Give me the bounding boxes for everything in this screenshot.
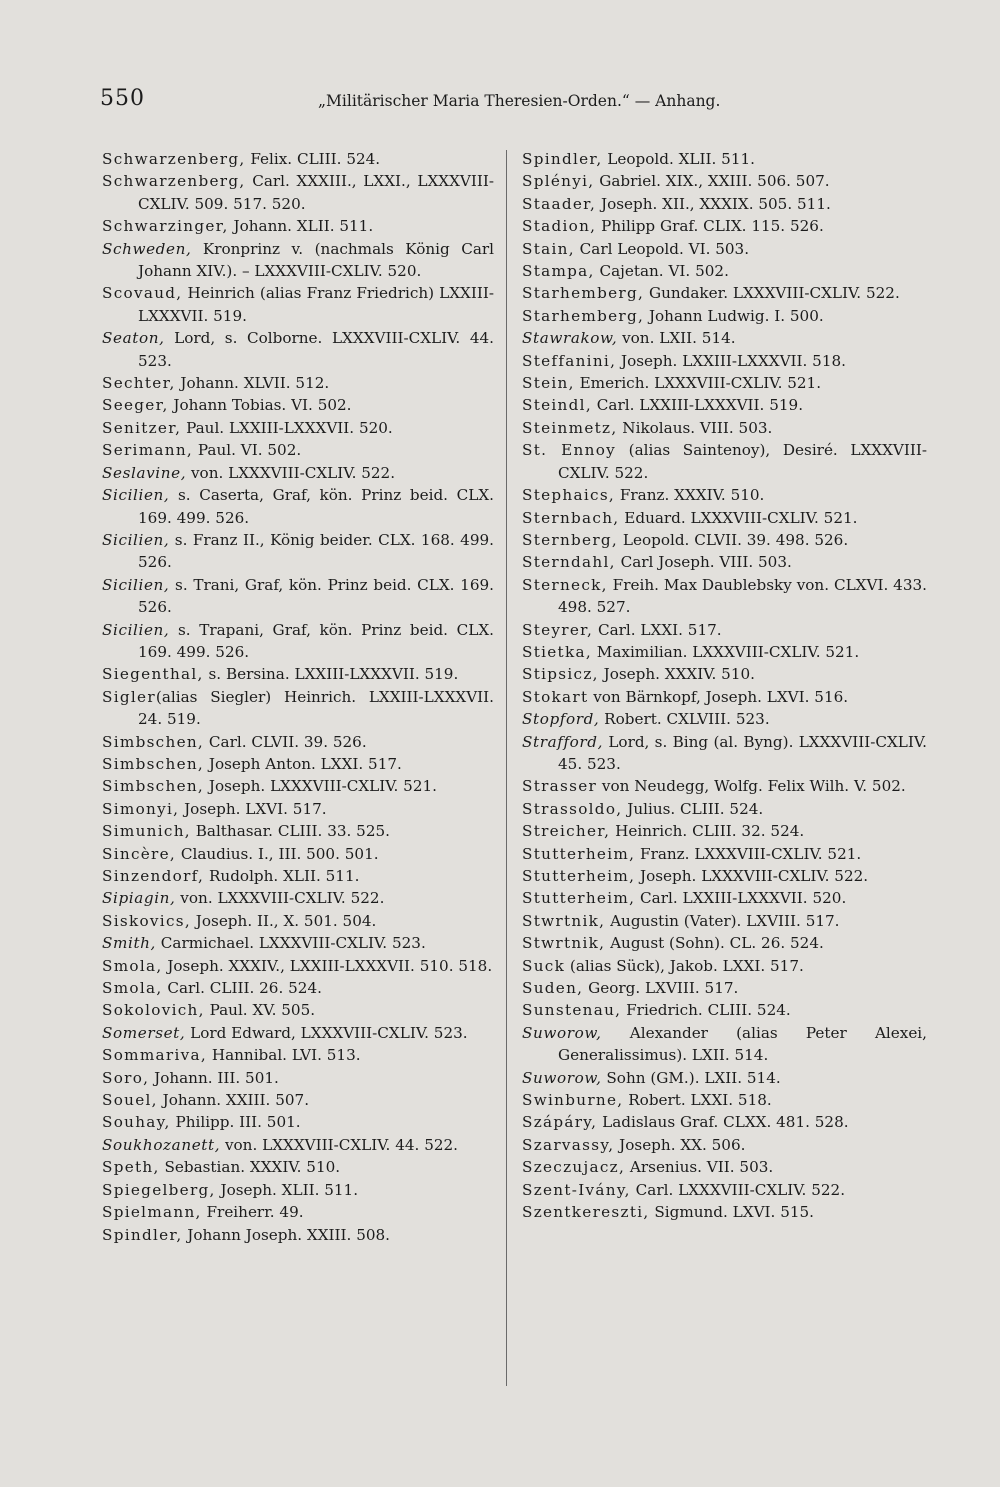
entry-references: Paul. LXXIII-LXXXVII. 520. — [181, 418, 393, 437]
entry-references: Johann. XLII. 511. — [228, 217, 374, 236]
index-entry — [522, 663, 927, 685]
entry-name: Seeger, — [102, 396, 169, 415]
index-entry — [102, 753, 494, 775]
entry-name: Somerset, — [102, 1023, 186, 1042]
entry-name: Simunich, — [102, 822, 191, 841]
entry-name: Simbschen, — [102, 777, 205, 796]
index-entry — [102, 843, 494, 865]
entry-references: Gundaker. LXXXVIII-CXLIV. 522. — [644, 284, 900, 303]
index-entry — [522, 350, 927, 372]
entry-name: Staader, — [522, 194, 597, 213]
entry-references: Gabriel. XIX., XXIII. 506. 507. — [594, 172, 830, 191]
entry-name: Streicher, — [522, 822, 611, 841]
entry-references: Carl. CLIII. 26. 524. — [162, 979, 322, 998]
entry-references: Claudius. I., III. 500. 501. — [176, 844, 379, 863]
entry-name: Siegenthal, — [102, 665, 204, 684]
index-entry — [102, 282, 494, 327]
index-entry — [522, 170, 927, 192]
entry-references: Joseph. LXXXVIII-CXLIV. 521. — [204, 777, 437, 796]
entry-references: Paul. XV. 505. — [204, 1001, 316, 1020]
index-entry — [102, 775, 494, 797]
entry-references: Freih. Max Daublebsky von. CLXVI. 433. 498. 527. — [558, 575, 927, 617]
entry-references: Freiherr. 49. — [201, 1203, 304, 1222]
entry-references: Sohn (GM.). LXII. 514. — [601, 1068, 781, 1087]
index-entry — [522, 507, 927, 529]
index-entry — [102, 1134, 494, 1156]
entry-name: Sicilien, — [102, 530, 170, 549]
entry-references: Joseph. XX. 506. — [614, 1135, 746, 1154]
index-entry — [522, 148, 927, 170]
entry-references: Cajetan. VI. 502. — [594, 262, 729, 281]
entry-name: Suworow, — [522, 1023, 602, 1042]
index-entry — [522, 1111, 927, 1133]
entry-references: Friedrich. CLIII. 524. — [621, 1001, 791, 1020]
entry-references: von. LXII. 514. — [617, 329, 736, 348]
entry-name: Sechter, — [102, 374, 176, 393]
entry-name: Strasser — [522, 777, 598, 796]
entry-name: Schwarzinger, — [102, 217, 229, 236]
entry-name: Smola, — [102, 979, 163, 998]
index-entry — [102, 1067, 494, 1089]
entry-name: Stopford, — [522, 710, 600, 729]
entry-references: (alias Sück), Jakob. LXXI. 517. — [565, 956, 804, 975]
index-entry — [522, 260, 927, 282]
entry-name: Seslavine, — [102, 463, 187, 482]
index-entry — [102, 1156, 494, 1178]
entry-name: Steffanini, — [522, 351, 617, 370]
index-entry — [102, 327, 494, 372]
entry-name: Suck — [522, 956, 566, 975]
entry-references: Franz. LXXXVIII-CXLIV. 521. — [635, 844, 862, 863]
index-entry — [102, 462, 494, 484]
entry-name: Sincère, — [102, 844, 177, 863]
index-entry — [102, 1201, 494, 1223]
index-entry — [522, 865, 927, 887]
index-entry — [102, 215, 494, 237]
index-entry — [102, 1224, 494, 1246]
index-entry — [102, 663, 494, 685]
index-entry — [522, 484, 927, 506]
entry-name: Smith, — [102, 934, 156, 953]
index-entry — [102, 417, 494, 439]
index-entry — [522, 439, 927, 484]
entry-name: Simonyi, — [102, 799, 180, 818]
entry-references: Joseph. XXXIV. 510. — [598, 665, 755, 684]
entry-references: Carl. XXXIII., LXXI., LXXXVIII-CXLIV. 509. 517. 520. — [138, 172, 494, 213]
entry-name: Sternbach, — [522, 508, 620, 527]
entry-name: Sternberg, — [522, 530, 619, 549]
index-entry — [522, 820, 927, 842]
entry-name: Stutterheim, — [522, 844, 636, 863]
entry-references: Heinrich (alias Franz Friedrich) LXXIII-LXXXVII. 519. — [138, 284, 494, 325]
entry-name: Sigler — [102, 687, 156, 706]
entry-references: (alias Siegler) Heinrich. LXXIII-LXXXVII. 24. 519. — [138, 687, 494, 729]
entry-references: Leopold. XLII. 511. — [602, 150, 755, 168]
entry-name: Souel, — [102, 1091, 158, 1110]
entry-references: Johann Ludwig. I. 500. — [644, 306, 824, 325]
entry-references: Robert. LXXI. 518. — [623, 1091, 772, 1110]
index-entry — [102, 394, 494, 416]
index-entry — [522, 1179, 927, 1201]
entry-name: Steindl, — [522, 396, 592, 415]
entry-name: Szent-Ivány, — [522, 1180, 631, 1199]
entry-name: Szeczujacz, — [522, 1158, 626, 1177]
index-entry — [522, 887, 927, 909]
index-entry — [522, 1067, 927, 1089]
entry-references: Felix. CLIII. 524. — [245, 150, 381, 168]
entry-references: Joseph Anton. LXXI. 517. — [204, 754, 402, 773]
entry-references: Sigmund. LXVI. 515. — [649, 1203, 815, 1222]
entry-references: Joseph. LXXXVIII-CXLIV. 522. — [635, 867, 869, 885]
entry-references: Carl. LXXI. 517. — [593, 620, 722, 639]
entry-name: Splényi, — [522, 172, 595, 191]
index-entry — [522, 215, 927, 237]
index-entry — [522, 193, 927, 215]
entry-name: Suworow, — [522, 1068, 602, 1087]
entry-references: Augustin (Vater). LXVIII. 517. — [605, 911, 840, 930]
index-entry — [102, 1044, 494, 1066]
entry-name: Sunstenau, — [522, 1001, 622, 1020]
entry-references: Sebastian. XXXIV. 510. — [159, 1158, 341, 1177]
entry-references: s. Trapani, Graf, kön. Prinz beid. CLX. 169. 499. 526. — [138, 620, 494, 661]
entry-references: Kronprinz v. (nachmals König Carl Johann XIV.). – LXXXVIII-CXLIV. 520. — [138, 239, 494, 281]
entry-name: Sicilien, — [102, 486, 170, 505]
index-entry — [522, 910, 927, 932]
entry-references: Joseph. XII., XXXIX. 505. 511. — [596, 194, 831, 213]
entry-name: Sicilien, — [102, 575, 170, 594]
index-entry — [522, 551, 927, 573]
entry-name: Stutterheim, — [522, 867, 636, 885]
entry-name: Starhemberg, — [522, 306, 645, 325]
index-entry — [102, 955, 494, 977]
entry-references: Johann Tobias. VI. 502. — [168, 396, 352, 415]
index-entry — [102, 798, 494, 820]
entry-references: Johann. III. 501. — [149, 1068, 279, 1087]
index-entry — [102, 865, 494, 887]
index-entry — [522, 708, 927, 730]
entry-name: Schwarzenberg, — [102, 150, 246, 168]
index-entry — [522, 282, 927, 304]
entry-name: Scovaud, — [102, 284, 183, 303]
entry-name: Szentkereszti, — [522, 1203, 650, 1222]
entry-references: Johann. XLVII. 512. — [175, 374, 330, 393]
index-entry — [522, 686, 927, 708]
entry-name: Soro, — [102, 1068, 150, 1087]
entry-name: Spielmann, — [102, 1203, 202, 1222]
entry-references: s. Trani, Graf, kön. Prinz beid. CLX. 169. 526. — [138, 575, 494, 617]
entry-references: Robert. CXLVIII. 523. — [599, 710, 770, 729]
index-entry — [522, 1089, 927, 1111]
entry-references: Arsenius. VII. 503. — [625, 1158, 774, 1177]
entry-references: Rudolph. XLII. 511. — [204, 867, 360, 885]
index-entry — [522, 238, 927, 260]
entry-references: Julius. CLIII. 524. — [622, 799, 764, 818]
index-entry — [102, 820, 494, 842]
entry-name: Sommariva, — [102, 1046, 207, 1065]
entry-references: Lord Edward, LXXXVIII-CXLIV. 523. — [185, 1023, 468, 1042]
entry-name: Stietka, — [522, 642, 592, 661]
index-entry — [102, 686, 494, 731]
index-entry — [102, 529, 494, 574]
index-entry — [522, 798, 927, 820]
index-entry — [522, 1134, 927, 1156]
entry-name: Soukhozanett, — [102, 1135, 221, 1154]
entry-references: (alias Saintenoy), Desiré. LXXXVIII-CXLIV. 522. — [558, 441, 927, 482]
entry-references: von. LXXXVIII-CXLIV. 522. — [186, 463, 396, 482]
entry-name: Simbschen, — [102, 732, 205, 751]
entry-references: Leopold. CLVII. 39. 498. 526. — [618, 530, 849, 549]
entry-references: Joseph. LXVI. 517. — [179, 799, 327, 818]
index-entry — [102, 932, 494, 954]
entry-references: Carl. LXXXVIII-CXLIV. 522. — [630, 1180, 846, 1199]
entry-name: Stutterheim, — [522, 889, 636, 908]
index-entry — [522, 932, 927, 954]
index-entry — [522, 641, 927, 663]
entry-references: Emerich. LXXXVIII-CXLIV. 521. — [574, 374, 822, 393]
entry-name: Suden, — [522, 979, 584, 998]
entry-references: s. Franz II., König beider. CLX. 168. 499. 526. — [138, 530, 494, 572]
entry-name: Senitzer, — [102, 418, 182, 437]
entry-name: Stein, — [522, 374, 575, 393]
entry-name: Stain, — [522, 239, 575, 258]
column-divider — [506, 150, 507, 1386]
index-entry — [522, 775, 927, 797]
entry-name: Sinzendorf, — [102, 867, 205, 885]
index-entry — [522, 843, 927, 865]
entry-name: Sokolovich, — [102, 1001, 205, 1020]
entry-references: von Bärnkopf, Joseph. LXVI. 516. — [588, 687, 849, 706]
entry-references: Carl. LXXIII-LXXXVII. 519. — [591, 396, 804, 415]
index-entry — [522, 1201, 927, 1223]
entry-references: Eduard. LXXXVIII-CXLIV. 521. — [619, 508, 858, 527]
index-entry — [102, 999, 494, 1021]
entry-name: Schwarzenberg, — [102, 172, 246, 191]
index-entry — [522, 394, 927, 416]
entry-name: Serimann, — [102, 441, 194, 460]
entry-name: Stokart — [522, 687, 589, 706]
entry-name: Simbschen, — [102, 754, 205, 773]
entry-references: Franz. XXXIV. 510. — [615, 486, 765, 505]
entry-name: Sipiagin, — [102, 889, 176, 908]
entry-name: Spindler, — [102, 1225, 183, 1244]
entry-name: Sicilien, — [102, 620, 170, 639]
index-entry — [522, 372, 927, 394]
entry-references: Heinrich. CLIII. 32. 524. — [610, 822, 805, 841]
index-entry — [522, 1156, 927, 1178]
index-entry — [102, 1179, 494, 1201]
index-entry — [522, 417, 927, 439]
entry-references: August (Sohn). CL. 26. 524. — [605, 934, 824, 953]
entry-references: Carl. LXXIII-LXXXVII. 520. — [635, 889, 847, 908]
entry-name: Szarvassy, — [522, 1135, 615, 1154]
entry-name: Stwrtnik, — [522, 911, 606, 930]
entry-references: Carmichael. LXXXVIII-CXLIV. 523. — [155, 934, 426, 953]
entry-name: Speth, — [102, 1158, 160, 1177]
entry-name: Spiegelberg, — [102, 1180, 216, 1199]
entry-references: Balthasar. CLIII. 33. 525. — [190, 822, 390, 841]
entry-references: Hannibal. LVI. 513. — [207, 1046, 361, 1065]
entry-references: s. Bersina. LXXIII-LXXXVII. 519. — [203, 665, 459, 684]
index-entry — [102, 170, 494, 215]
entry-references: Johann. XXIII. 507. — [157, 1091, 310, 1110]
index-entry — [522, 529, 927, 551]
entry-references: Paul. VI. 502. — [193, 441, 302, 460]
entry-references: von. LXXXVIII-CXLIV. 44. 522. — [220, 1135, 459, 1154]
index-entry — [522, 955, 927, 977]
entry-references: Carl Joseph. VIII. 503. — [615, 553, 792, 572]
entry-name: Stwrtnik, — [522, 934, 606, 953]
index-entry — [102, 372, 494, 394]
entry-references: Carl. CLVII. 39. 526. — [204, 732, 367, 751]
index-entry — [102, 619, 494, 664]
entry-references: Lord, s. Colborne. LXXXVIII-CXLIV. 44. 523. — [138, 329, 494, 370]
entry-references: Carl Leopold. VI. 503. — [574, 239, 750, 258]
index-column-right — [522, 148, 927, 1224]
entry-name: Starhemberg, — [522, 284, 645, 303]
index-entry — [102, 1089, 494, 1111]
index-entry — [522, 305, 927, 327]
entry-name: Stipsicz, — [522, 665, 599, 684]
entry-name: Schweden, — [102, 239, 192, 258]
entry-name: St. Ennoy — [522, 441, 617, 460]
entry-references: Joseph. XLII. 511. — [215, 1180, 359, 1199]
index-entry — [102, 439, 494, 461]
entry-name: Stadion, — [522, 217, 597, 236]
entry-references: s. Caserta, Graf, kön. Prinz beid. CLX. 169. 499. 526. — [138, 486, 494, 527]
entry-name: Spindler, — [522, 150, 603, 168]
entry-references: Joseph. II., X. 501. 504. — [190, 911, 377, 930]
index-entry — [102, 910, 494, 932]
entry-references: Philipp. III. 501. — [170, 1113, 301, 1132]
entry-name: Stephaics, — [522, 486, 616, 505]
index-column-left — [102, 148, 494, 1246]
index-entry — [102, 977, 494, 999]
index-entry — [522, 977, 927, 999]
entry-name: Smola, — [102, 956, 163, 975]
index-entry — [102, 238, 494, 283]
entry-references: Ladislaus Graf. CLXX. 481. 528. — [597, 1113, 849, 1132]
entry-references: Nikolaus. VIII. 503. — [617, 418, 773, 437]
entry-references: Joseph. XXXIV., LXXIII-LXXXVII. 510. 518. — [162, 956, 493, 975]
entry-references: von Neudegg, Wolfg. Felix Wilh. V. 502. — [597, 777, 906, 796]
entry-name: Siskovics, — [102, 911, 191, 930]
entry-name: Swinburne, — [522, 1091, 624, 1110]
entry-references: Maximilian. LXXXVIII-CXLIV. 521. — [591, 642, 860, 661]
index-entry — [522, 574, 927, 619]
index-entry — [102, 574, 494, 619]
index-entry — [522, 1022, 927, 1067]
page-number: 550 — [100, 86, 145, 111]
index-entry — [522, 619, 927, 641]
index-entry — [102, 1111, 494, 1133]
index-entry — [102, 731, 494, 753]
index-entry — [522, 731, 927, 776]
entry-name: Strafford, — [522, 732, 604, 751]
index-entry — [102, 1022, 494, 1044]
index-entry — [522, 999, 927, 1021]
entry-name: Steyrer, — [522, 620, 594, 639]
index-entry — [522, 327, 927, 349]
entry-name: Szápáry, — [522, 1113, 598, 1132]
entry-references: Alexander (alias Peter Alexei, Generalissimus). LXII. 514. — [558, 1023, 927, 1065]
entry-name: Sterndahl, — [522, 553, 616, 572]
entry-name: Steinmetz, — [522, 418, 618, 437]
entry-name: Sterneck, — [522, 575, 608, 594]
entry-references: Lord, s. Bing (al. Byng). LXXXVIII-CXLIV. 45. 523. — [558, 732, 927, 773]
entry-references: Joseph. LXXIII-LXXXVII. 518. — [616, 351, 847, 370]
entry-references: Georg. LXVIII. 517. — [583, 979, 739, 998]
entry-name: Souhay, — [102, 1113, 171, 1132]
entry-name: Strassoldo, — [522, 799, 623, 818]
entry-references: Johann Joseph. XXIII. 508. — [182, 1225, 391, 1244]
index-entry — [102, 484, 494, 529]
index-entry — [102, 887, 494, 909]
running-head: „Militärischer Maria Theresien-Orden.“ — Anhang. — [318, 92, 721, 110]
entry-name: Stawrakow, — [522, 329, 618, 348]
entry-references: von. LXXXVIII-CXLIV. 522. — [175, 889, 385, 908]
index-entry — [102, 148, 494, 170]
entry-references: Philipp Graf. CLIX. 115. 526. — [596, 217, 824, 236]
entry-name: Seaton, — [102, 329, 165, 348]
entry-name: Stampa, — [522, 262, 595, 281]
